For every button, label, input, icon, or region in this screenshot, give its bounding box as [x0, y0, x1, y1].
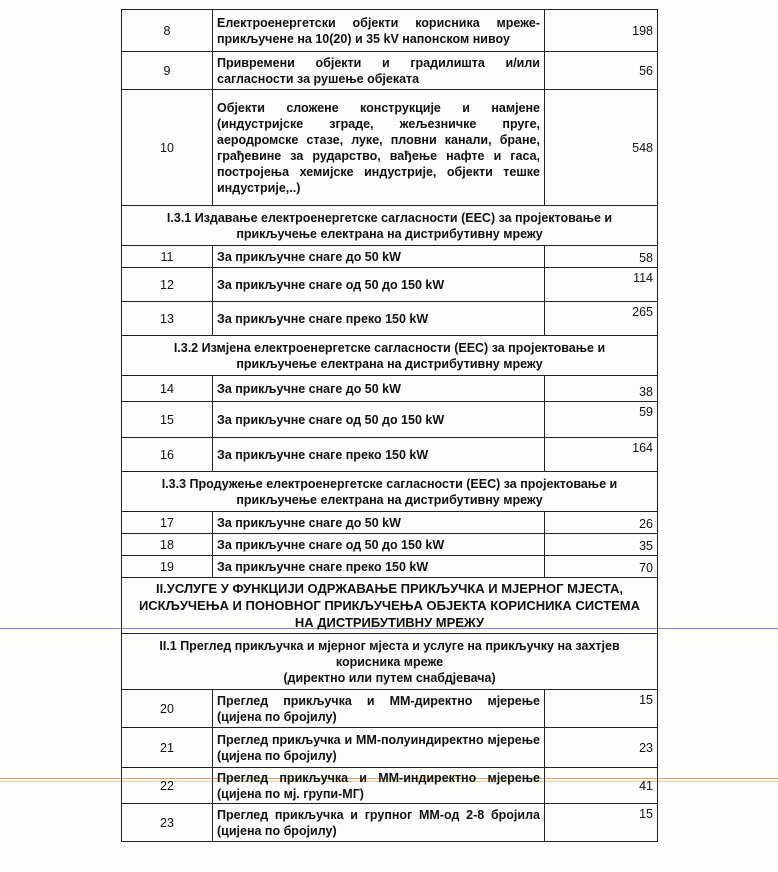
row-description: Привремени објекти и градилишта и/или сагласности за рушење објеката	[213, 52, 545, 90]
table-row	[122, 512, 658, 534]
table-row	[122, 690, 658, 728]
section-title-ii1-main: II.1 Преглед прикључка и мјерног мјеста и услуге на прикључку на захтјев корисника мреже	[159, 638, 620, 669]
row-description: Електроенергетски објекти корисника мреже- прикључене на 10(20) и 35 kV напонском нивоу	[213, 10, 545, 52]
row-number: 17	[122, 512, 213, 534]
row-number: 11	[122, 246, 213, 268]
row-description: За прикључне снаге до 50 kW	[213, 246, 545, 268]
row-price: 41	[545, 768, 658, 804]
row-price: 265	[545, 302, 658, 336]
row-number: 15	[122, 402, 213, 438]
table-row	[122, 10, 658, 52]
row-price: 35	[545, 534, 658, 556]
row-number: 8	[122, 10, 213, 52]
row-number: 21	[122, 728, 213, 768]
row-description: За прикључне снаге од 50 до 150 kW	[213, 402, 545, 438]
tariff-table	[121, 9, 658, 842]
row-description: За прикључне снаге преко 150 kW	[213, 438, 545, 472]
row-description: За прикључне снаге до 50 kW	[213, 376, 545, 402]
row-description: За прикључне снаге преко 150 kW	[213, 556, 545, 578]
row-number: 22	[122, 768, 213, 804]
row-description: Објекти сложене конструкције и намјене (индустријске зграде, жељезничке пруге, аеродромске стазе, луке, пловни канали, бране, грађевине за рударство, вађење нафте и гаса, постројења хемијске индустрије, објекти тешке индустрије,..)	[213, 90, 545, 206]
row-number: 23	[122, 804, 213, 842]
row-number: 10	[122, 90, 213, 206]
row-price: 198	[545, 10, 658, 52]
row-price: 58	[545, 246, 658, 268]
table-row	[122, 376, 658, 402]
table-row	[122, 556, 658, 578]
section-row	[122, 336, 658, 376]
table-row	[122, 804, 658, 842]
row-price: 164	[545, 438, 658, 472]
row-price: 23	[545, 728, 658, 768]
row-number: 13	[122, 302, 213, 336]
row-price: 114	[545, 268, 658, 302]
table-row	[122, 438, 658, 472]
section-row	[122, 634, 658, 690]
row-price: 548	[545, 90, 658, 206]
section-row	[122, 472, 658, 512]
row-number: 16	[122, 438, 213, 472]
table-row	[122, 402, 658, 438]
row-price: 15	[545, 804, 658, 842]
section-title-i33: I.3.3 Продужење електроенергетске сагласности (ЕЕС) за пројектовање и прикључење електрана на дистрибутивну мрежу	[122, 472, 658, 512]
row-description: Преглед прикључка и ММ-индиректно мјерење (цијена по мј. групи-МГ)	[213, 768, 545, 804]
table-row	[122, 302, 658, 336]
table-row	[122, 90, 658, 206]
section-row	[122, 578, 658, 634]
row-description: За прикључне снаге преко 150 kW	[213, 302, 545, 336]
row-number: 20	[122, 690, 213, 728]
section-row	[122, 206, 658, 246]
section-title-ii1-sub: (директно или путем снабдјевача)	[283, 670, 496, 685]
table-row	[122, 768, 658, 804]
row-price: 70	[545, 556, 658, 578]
row-description: За прикључне снаге од 50 до 150 kW	[213, 534, 545, 556]
table-row	[122, 268, 658, 302]
table-row	[122, 246, 658, 268]
row-number: 19	[122, 556, 213, 578]
row-number: 12	[122, 268, 213, 302]
row-description: Преглед прикључка и ММ-полуиндиректно мјерење (цијена по бројилу)	[213, 728, 545, 768]
table-row	[122, 728, 658, 768]
row-price: 15	[545, 690, 658, 728]
row-price: 56	[545, 52, 658, 90]
section-title-i32: I.3.2 Измјена електроенергетске сагласности (ЕЕС) за пројектовање и прикључење електрана на дистрибутивну мрежу	[122, 336, 658, 376]
row-description: Преглед прикључка и групног ММ-од 2-8 бројила (цијена по бројилу)	[213, 804, 545, 842]
row-number: 18	[122, 534, 213, 556]
table-row	[122, 52, 658, 90]
table-row	[122, 534, 658, 556]
section-title-i31: I.3.1 Издавање електроенергетске сагласности (ЕЕС) за пројектовање и прикључење електрана на дистрибутивну мрежу	[122, 206, 658, 246]
row-price: 59	[545, 402, 658, 438]
row-number: 9	[122, 52, 213, 90]
row-number: 14	[122, 376, 213, 402]
row-description: Преглед прикључка и ММ-директно мјерење (цијена по бројилу)	[213, 690, 545, 728]
section-title-ii1	[122, 634, 658, 690]
section-title-ii: II.УСЛУГЕ У ФУНКЦИЈИ ОДРЖАВАЊЕ ПРИКЉУЧКА И МЈЕРНОГ МЈЕСТА, ИСКЉУЧЕЊА И ПОНОВНОГ ПРИКЉУЧЕЊА ОБЈЕКТА КОРИСНИКА СИСТЕМА НА ДИСТРИБУТИВНУ МРЕЖУ	[122, 578, 658, 634]
row-price: 38	[545, 376, 658, 402]
row-description: За прикључне снаге од 50 до 150 kW	[213, 268, 545, 302]
row-description: За прикључне снаге до 50 kW	[213, 512, 545, 534]
row-price: 26	[545, 512, 658, 534]
